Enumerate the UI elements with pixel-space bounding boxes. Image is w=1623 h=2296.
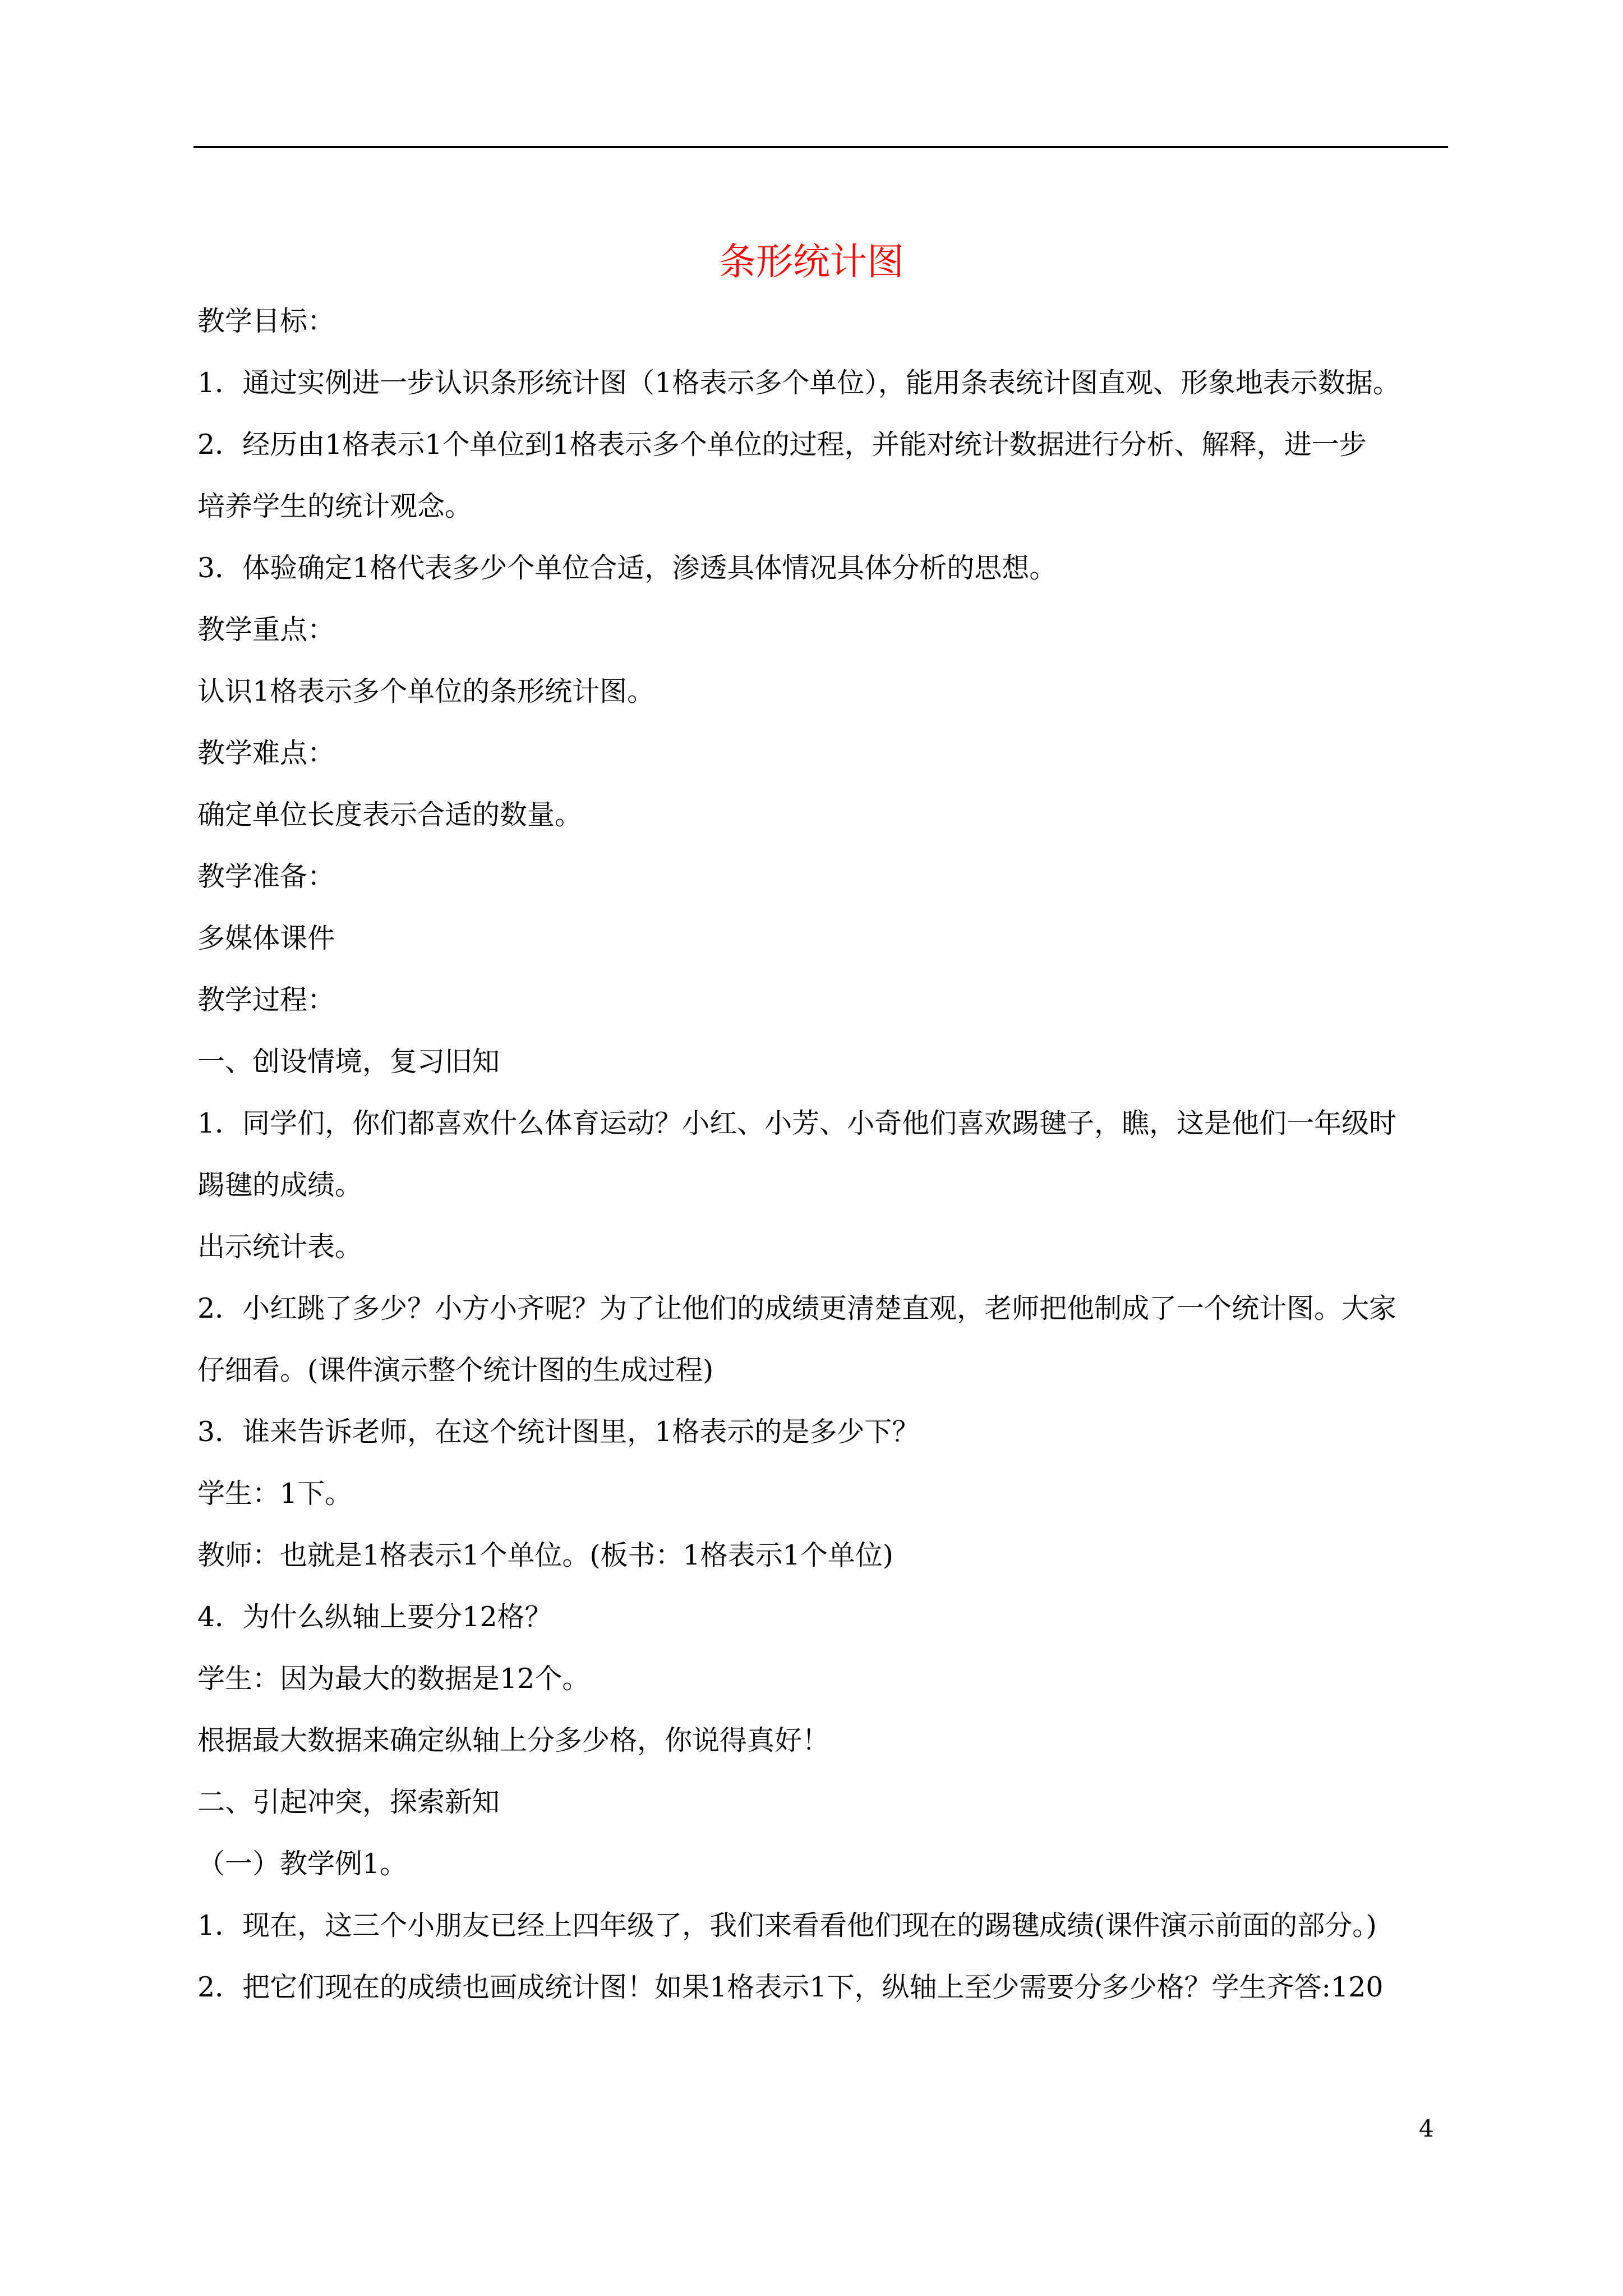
text-line: 教学过程： [197,984,335,1016]
text-line: 教学难点： [197,737,335,769]
text-line: 4．为什么纵轴上要分12格？ [197,1601,552,1633]
text-line: 培养学生的统计观念。 [197,490,473,522]
text-line: 3．体验确定1格代表多少个单位合适，渗透具体情况具体分析的思想。 [197,552,1057,584]
text-line: 二、引起冲突，探索新知 [197,1786,500,1818]
text-line: 踢毽的成绩。 [197,1169,363,1201]
document-title: 条形统计图 [719,240,904,284]
text-line: 2．经历由1格表示1个单位到1格表示多个单位的过程，并能对统计数据进行分析、解释，进一步 [197,429,1367,461]
header-rule [193,146,1448,148]
text-line: 教师：也就是1格表示1个单位。(板书：1格表示1个单位) [197,1539,893,1571]
text-line: 教学重点： [197,614,335,646]
text-line: 认识1格表示多个单位的条形统计图。 [197,675,655,707]
page-number: 4 [1419,2115,1434,2142]
text-line: 教学准备： [197,861,335,892]
text-line: 仔细看。(课件演示整个统计图的生成过程) [197,1354,714,1386]
text-line: 1．同学们，你们都喜欢什么体育运动？小红、小芳、小奇他们喜欢踢毽子，瞧，这是他们一年级时 [197,1107,1397,1139]
text-line: 2．小红跳了多少？小方小齐呢？为了让他们的成绩更清楚直观，老师把他制成了一个统计图。大家 [197,1292,1397,1324]
text-line: 1．通过实例进一步认识条形统计图（1格表示多个单位），能用条表统计图直观、形象地表示数据。 [197,367,1400,399]
text-line: 学生：1下。 [197,1478,353,1510]
text-line: 一、创设情境，复习旧知 [197,1046,500,1078]
text-line: 2．把它们现在的成绩也画成统计图！如果1格表示1下，纵轴上至少需要分多少格？学生齐答:120 [197,1971,1384,2003]
text-line: 3．谁来告诉老师，在这个统计图里，1格表示的是多少下？ [197,1416,920,1448]
document-body [197,291,1454,2018]
text-line: 学生：因为最大的数据是12个。 [197,1663,590,1695]
text-line: 确定单位长度表示合适的数量。 [197,799,583,831]
text-line: 根据最大数据来确定纵轴上分多少格，你说得真好！ [197,1724,830,1756]
text-line: 1．现在，这三个小朋友已经上四年级了，我们来看看他们现在的踢毽成绩(课件演示前面的部分。) [197,1910,1377,1941]
text-line: 多媒体课件 [197,922,335,954]
text-line: （一）教学例1。 [197,1848,408,1880]
text-line: 出示统计表。 [197,1231,363,1263]
text-line: 教学目标： [197,305,335,337]
